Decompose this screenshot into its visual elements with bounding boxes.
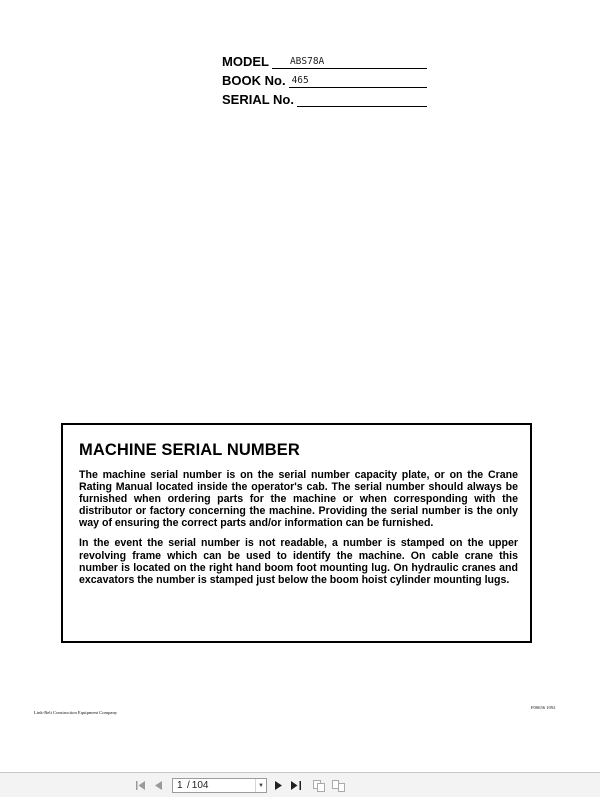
model-label: MODEL bbox=[222, 54, 269, 69]
single-page-view-icon[interactable] bbox=[311, 778, 327, 793]
page-number-field[interactable] bbox=[172, 778, 267, 793]
previous-page-icon[interactable] bbox=[152, 778, 164, 793]
footer-code: F00656 1092 bbox=[531, 705, 556, 710]
notice-title: MACHINE SERIAL NUMBER bbox=[79, 441, 300, 459]
footer-company: Link-Belt Construction Equipment Company bbox=[34, 710, 118, 715]
serial-line bbox=[297, 91, 427, 107]
model-row bbox=[222, 52, 427, 69]
serial-label: SERIAL No. bbox=[222, 92, 294, 107]
notice-paragraph-2: In the event the serial number is not readable, a number is stamped on the upper revolving frame which can be used to identify the machine. On cable crane this number is located on the right hand boom foot mounting lug. On hydraulic cranes and excavators the number is stamped just below the boom hoist cylinder mounting lugs. bbox=[79, 537, 518, 586]
next-page-icon[interactable] bbox=[272, 778, 284, 793]
page-dropdown-caret-icon[interactable]: ▼ bbox=[255, 779, 266, 792]
page-number-input[interactable] bbox=[173, 780, 187, 791]
first-page-icon[interactable] bbox=[134, 778, 148, 793]
page-separator: / bbox=[187, 780, 190, 791]
book-row bbox=[222, 71, 427, 88]
model-line bbox=[272, 53, 427, 69]
identification-fields bbox=[222, 52, 427, 109]
notice-paragraph-1: The machine serial number is on the serial number capacity plate, or on the Crane Rating Manual located inside the operator's cab. The serial number should always be furnished when ordering parts for the machine or when corresponding with the distributor or factory concerning the machine. Providing the serial number is the only way of ensuring the correct parts and/or information can be furnished. bbox=[79, 469, 518, 530]
serial-row bbox=[222, 90, 427, 107]
two-page-view-icon[interactable] bbox=[330, 778, 346, 793]
serial-number-notice bbox=[61, 423, 532, 643]
book-value: 465 bbox=[291, 75, 309, 86]
book-line bbox=[289, 72, 427, 88]
model-value: ABS78A bbox=[289, 56, 325, 67]
last-page-icon[interactable] bbox=[289, 778, 303, 793]
total-pages: 104 bbox=[191, 780, 209, 791]
book-label: BOOK No. bbox=[222, 73, 286, 88]
pdf-viewer-toolbar bbox=[0, 772, 600, 797]
